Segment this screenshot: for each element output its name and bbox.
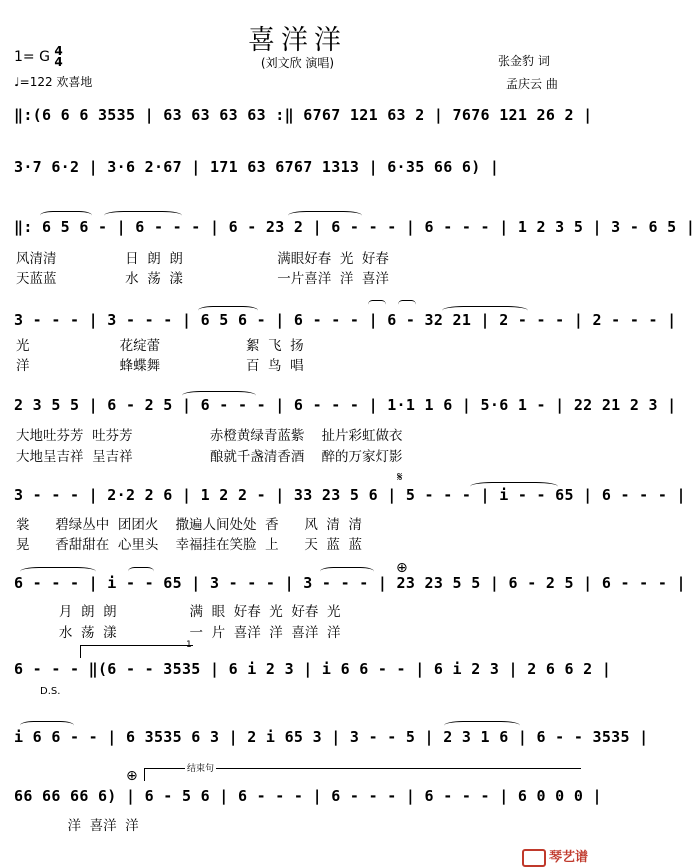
composer-credit: 孟庆云 曲	[506, 77, 558, 91]
lyric-verse-2: 天蓝蓝 水 荡 漾 一片喜洋 洋 喜洋	[16, 271, 389, 287]
slur-mark	[398, 300, 416, 309]
lyric-verse-1: 光 花绽蕾 絮 飞 扬	[16, 338, 304, 354]
slur-mark	[368, 300, 386, 309]
watermark-logo-icon	[522, 849, 546, 867]
site-watermark	[522, 846, 588, 867]
score-line-3: ‖: 6 5 6 - | 6 - - - | 6 - 23 2 | 6 - - - | 6 - - - | 1 2 3 5 | 3 - 6 5 |	[14, 218, 695, 236]
watermark-text: 琴艺谱	[549, 850, 589, 865]
lyric-verse-2: 大地呈吉祥 呈吉祥 酿就千盏清香酒 醉的万家灯影	[16, 449, 403, 465]
time-top: 4	[54, 44, 63, 58]
coda-icon: ⊕	[396, 560, 408, 576]
time-bottom: 4	[54, 55, 63, 69]
song-title: 喜洋洋	[248, 25, 347, 56]
coda-icon: ⊕	[126, 768, 138, 784]
lyric-verse-1: 风清清 日 朗 朗 满眼好春 光 好春	[16, 251, 389, 267]
score-line-4: 3 - - - | 3 - - - | 6 5 6 - | 6 - - - | 6 - 32 21 | 2 - - - | 2 - - - |	[14, 311, 677, 329]
lyric-ending: 洋 喜洋 洋	[16, 818, 139, 834]
score-line-2: 3·7 6·2 | 3·6 2·67 | 171 63 6767 1313 | 6·35 66 6) |	[14, 158, 500, 176]
lyric-verse-2: 水 荡 漾 一 片 喜洋 洋 喜洋 洋	[16, 625, 341, 641]
time-signature	[54, 46, 62, 68]
key-label: 1= G	[14, 49, 50, 65]
volta-bracket	[80, 645, 193, 658]
performer-subtitle: (刘文欣 演唱)	[260, 56, 335, 70]
lyric-verse-1: 大地吐芬芳 吐芬芳 赤橙黄绿青蓝紫 扯片彩虹做衣	[16, 428, 403, 444]
score-line-8: 6 - - - ‖(6 - - 3535 | 6 i 2 3 | i 6 6 - - | 6 i 2 3 | 2 6 6 2 |	[14, 660, 612, 678]
lyric-verse-2: 洋 蜂蝶舞 百 鸟 唱	[16, 358, 304, 374]
score-line-1: ‖:(6 6 6 3535 | 63 63 63 63 :‖ 6767 121 63 2 | 7676 121 26 2 |	[14, 106, 593, 124]
score-line-10: 66 66 66 6) | 6 - 5 6 | 6 - - - | 6 - - - | 6 - - - | 6 0 0 0 |	[14, 787, 602, 805]
lyricist-credit: 张金豹 词	[498, 54, 550, 68]
ending-label: 结束句	[185, 761, 216, 774]
lyric-verse-1: 月 朗 朗 满 眼 好春 光 好春 光	[16, 604, 341, 620]
score-line-5: 2 3 5 5 | 6 - 2 5 | 6 - - - | 6 - - - | 1·1 1 6 | 5·6 1 - | 22 21 2 3 |	[14, 396, 677, 414]
key-signature	[14, 46, 63, 68]
segno-icon: 𝄋	[397, 470, 403, 485]
tempo-marking: ♩=122 欢喜地	[14, 75, 93, 89]
score-line-7: 6 - - - | i - - 65 | 3 - - - | 3 - - - | 23 23 5 5 | 6 - 2 5 | 6 - - - |	[14, 574, 686, 592]
volta-number: 1	[186, 640, 192, 650]
dal-segno-mark: D.S.	[40, 686, 61, 697]
score-line-9: i 6 6 - - | 6 3535 6 3 | 2 i 65 3 | 3 - - 5 | 2 3 1 6 | 6 - - 3535 |	[14, 728, 649, 746]
score-line-6: 3 - - - | 2·2 2 6 | 1 2 2 - | 33 23 5 6 | 5 - - - | i - - 65 | 6 - - - |	[14, 486, 686, 504]
lyric-verse-2: 晃 香甜甜在 心里头 幸福挂在笑脸 上 天 蓝 蓝	[16, 537, 362, 553]
lyric-verse-1: 裳 碧绿丛中 团团火 撒遍人间处处 香 风 清 清	[16, 517, 362, 533]
